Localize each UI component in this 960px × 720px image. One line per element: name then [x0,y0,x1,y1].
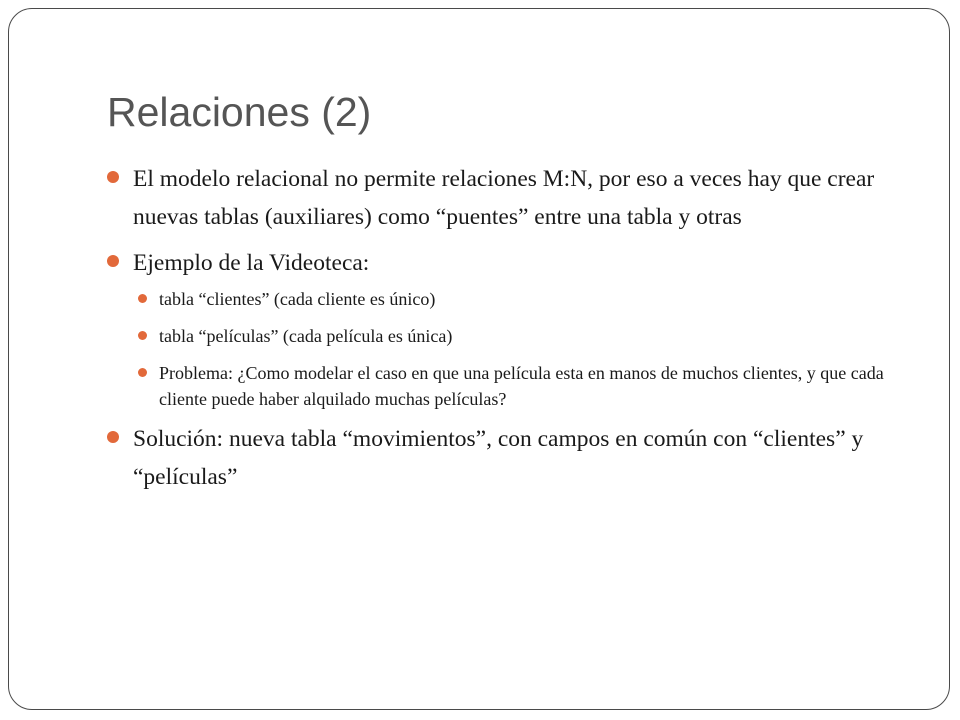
sub-bullet-text: tabla “clientes” (cada cliente es único) [159,289,436,309]
bullet-text: El modelo relacional no permite relaciones M:N, por eso a veces hay que crear nuevas tablas (auxiliares) como “puentes” entre una tabla y otras [133,166,875,230]
bullet-dot-icon [107,431,119,443]
sub-bullet-dot-icon [138,294,147,303]
bullet-text: Solución: nueva tabla “movimientos”, con campos en común con “clientes” y “películas” [133,426,864,490]
slide-title: Relaciones (2) [107,89,372,135]
sub-bullet-text: tabla “películas” (cada película es única) [159,326,453,346]
sub-bullet-item [133,323,897,349]
sub-bullet-item [133,286,897,312]
bullet-item [107,160,897,236]
sub-bullet-dot-icon [138,331,147,340]
bullet-item [107,244,897,412]
sub-bullet-item [133,360,897,412]
sub-bullet-list [133,286,897,412]
bullet-dot-icon [107,171,119,183]
sub-bullet-dot-icon [138,368,147,377]
bullet-dot-icon [107,255,119,267]
bullet-text: Ejemplo de la Videoteca: [133,250,370,276]
bullet-list [107,160,897,496]
bullet-item [107,420,897,496]
sub-bullet-text: Problema: ¿Como modelar el caso en que una película esta en manos de muchos clientes, y que cada cliente puede haber alquilado muchas películas? [159,363,884,409]
